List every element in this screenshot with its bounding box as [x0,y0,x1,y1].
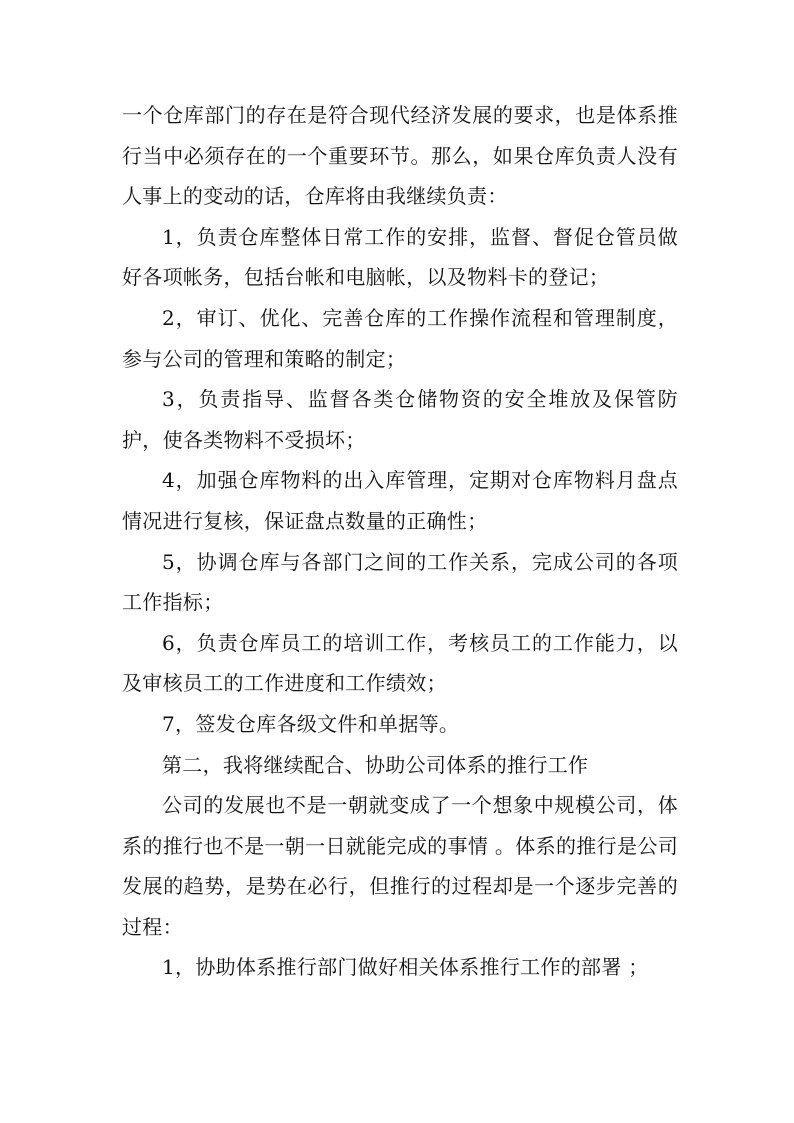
paragraph-section-heading: 第二，我将继续配合、协助公司体系的推行工作 [162,752,589,777]
paragraph-item-7: 7，签发仓库各级文件和单据等。 [162,711,460,736]
paragraph-item-5: 5，协调仓库与各部门之间的工作关系，完成公司的各项工作指标； [122,549,678,615]
paragraph-support-item-1: 1，协助体系推行部门做好相关体系推行工作的部署 ； [162,955,649,980]
paragraph-item-4: 4，加强仓库物料的出入库管理，定期对仓库物料月盘点情况进行复核，保证盘点数量的正确性； [122,468,678,533]
paragraph-development: 公司的发展也不是一朝就变成了一个想象中规模公司，体系的推行也不是一朝一日就能完成的事情 。体系的推行是公司发展的趋势，是势在必行，但推行的过程却是一个逐步完善的过程： [122,793,678,939]
document-body [122,95,678,988]
paragraph-item-6: 6，负责仓库员工的培训工作，考核员工的工作能力，以及审核员工的工作进度和工作绩效； [122,630,678,696]
paragraph-intro: 一个仓库部门的存在是符合现代经济发展的要求，也是体系推行当中必须存在的一个重要环节。那么，如果仓库负责人没有人事上的变动的话，仓库将由我继续负责： [122,103,678,209]
paragraph-item-2: 2，审订、优化、完善仓库的工作操作流程和管理制度，参与公司的管理和策略的制定； [122,305,678,371]
paragraph-item-1: 1，负责仓库整体日常工作的安排，监督、督促仓管员做好各项帐务，包括台帐和电脑帐，以及物料卡的登记； [122,224,678,290]
paragraph-item-3: 3，负责指导、监督各类仓储物资的安全堆放及保管防护，使各类物料不受损坏； [122,387,678,452]
